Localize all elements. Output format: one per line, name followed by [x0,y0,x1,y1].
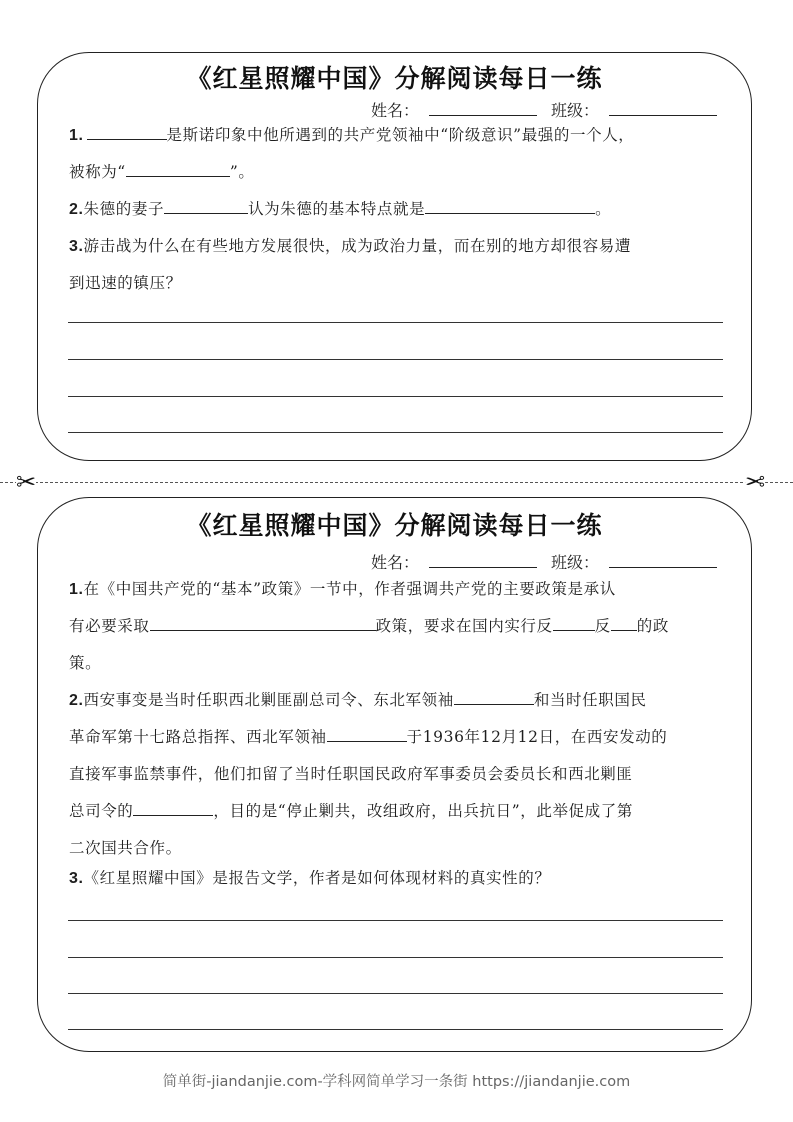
name-label: 姓名： [370,101,419,120]
answer-line[interactable] [68,432,723,433]
class-blank[interactable] [609,553,717,568]
question-number: 3. [69,870,84,887]
question-text: 二次国共合作。 [69,839,182,857]
answer-blank[interactable] [454,689,534,705]
name-class-row [371,550,717,573]
answer-line[interactable] [68,957,723,958]
question-text: 《红星照耀中国》是报告文学，作者是如何体现材料的真实性的？ [83,869,551,887]
question-number: 2. [69,201,84,218]
answer-blank[interactable] [126,161,230,177]
question-number: 1. [69,127,84,144]
answer-line[interactable] [68,1029,723,1030]
question-number: 3. [69,238,84,255]
question-1 [69,117,725,191]
scissors-icon: ✂ [745,468,766,496]
cut-line [0,482,793,483]
answer-blank[interactable] [87,124,167,140]
question-number: 1. [69,581,84,598]
question-text: 的政 [636,617,669,635]
question-text: 反 [594,617,611,635]
question-text: 到迅速的镇压？ [69,274,182,292]
answer-blank[interactable] [327,726,407,742]
answer-line[interactable] [68,396,723,397]
question-text: 革命军第十七路总指挥、西北军领袖 [69,728,327,746]
question-text: 有必要采取 [69,617,150,635]
question-text: 策。 [69,654,102,672]
question-text: 和当时任职国民 [533,691,647,709]
worksheet-title: 《红星照耀中国》分解阅读每日一练 [186,511,603,540]
answer-blank[interactable] [164,198,248,214]
class-label: 班级： [550,553,599,572]
question-1 [69,571,725,682]
question-text: 被称为“ [69,163,126,181]
class-label: 班级： [550,101,599,120]
worksheet-title: 《红星照耀中国》分解阅读每日一练 [186,64,603,93]
question-3 [69,860,725,897]
question-text: 政策，要求在国内实行反 [375,617,553,635]
name-label: 姓名： [370,553,419,572]
name-blank[interactable] [429,101,537,116]
footer-watermark: 简单街-jiandanjie.com-学科网简单学习一条街 https://jiandanjie.com [162,1074,631,1090]
worksheet-card-1 [37,52,752,461]
answer-blank[interactable] [133,800,213,816]
answer-line[interactable] [68,359,723,360]
question-text: ，目的是“停止剿共，改组政府，出兵抗日”，此举促成了第 [213,802,633,820]
name-blank[interactable] [429,553,537,568]
question-text: 总司令的 [69,802,134,820]
question-text: ”。 [229,163,255,181]
question-text: 游击战为什么在有些地方发展很快，成为政治力量，而在别的地方却很容易遭 [83,237,631,255]
question-text: 直接军事监禁事件，他们扣留了当时任职国民政府军事委员会委员长和西北剿匪 [69,765,633,783]
answer-blank[interactable] [611,615,637,631]
question-number: 2. [69,692,84,709]
answer-blank[interactable] [553,615,595,631]
question-text: 是斯诺印象中他所遇到的共产党领袖中“阶级意识”最强的一个人， [166,126,635,144]
answer-line[interactable] [68,920,723,921]
question-text: 在《中国共产党的“基本”政策》一节中，作者强调共产党的主要政策是承认 [83,580,616,598]
question-2 [69,191,725,228]
worksheet-card-2 [37,497,752,1052]
question-text: 西安事变是当时任职西北剿匪副总司令、东北军领袖 [83,691,454,709]
question-text: 朱德的妻子 [83,200,165,218]
class-blank[interactable] [609,101,717,116]
answer-blank[interactable] [425,198,595,214]
answer-blank[interactable] [150,615,376,631]
answer-line[interactable] [68,993,723,994]
question-text: 认为朱德的基本特点就是 [248,200,426,218]
question-2 [69,682,725,867]
scissors-icon: ✂ [16,468,37,496]
question-text: 于1936年12月12日，在西安发动的 [406,728,668,746]
question-text: 。 [595,200,612,218]
answer-line[interactable] [68,322,723,323]
question-3 [69,228,725,302]
